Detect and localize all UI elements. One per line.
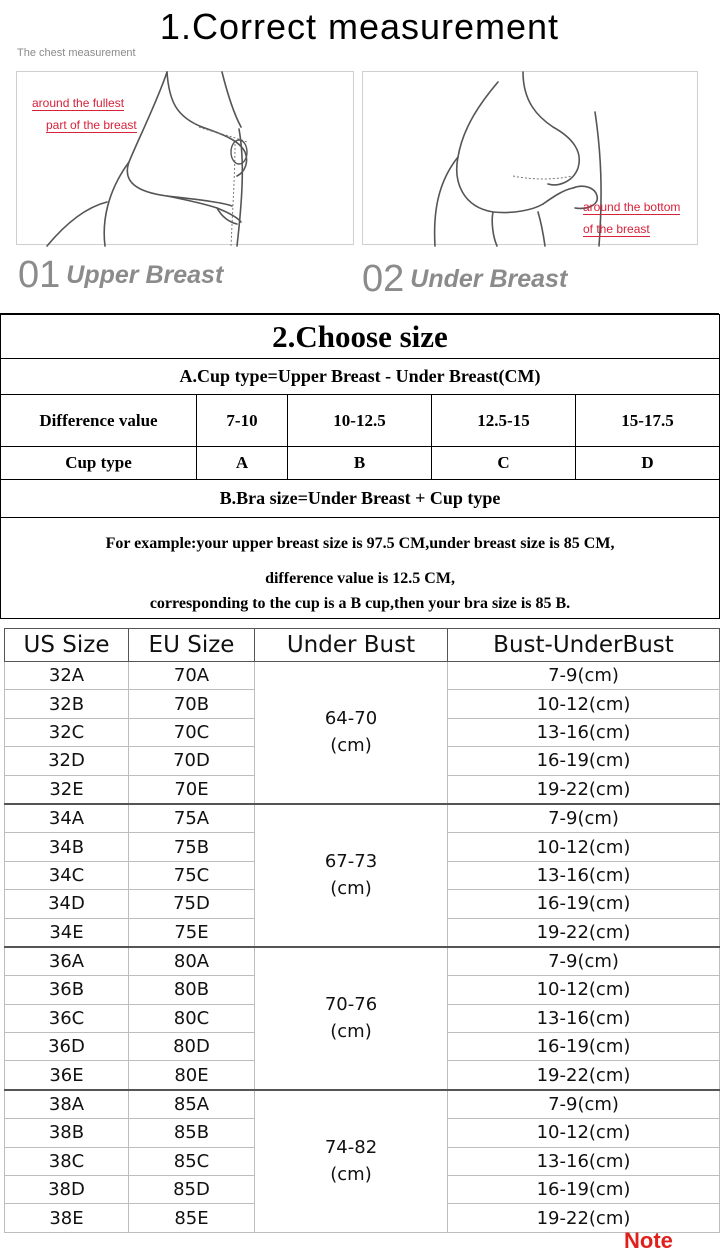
eu-size-cell: 70E [129, 775, 255, 804]
footer-note-mark [624, 1228, 694, 1253]
under-bust-cell [255, 947, 448, 1090]
us-size-cell: 38B [5, 1119, 129, 1147]
under-bust-range: 70-76 [324, 994, 378, 1016]
under-note-line2: of the breast [583, 222, 650, 236]
header-eu-size: EU Size [129, 629, 255, 662]
upper-breast-illustration [16, 71, 354, 245]
us-size-cell: 38C [5, 1147, 129, 1175]
us-size-cell: 32B [5, 690, 129, 718]
step-under-breast [362, 258, 567, 301]
choose-size-title: 2.Choose size [1, 315, 720, 359]
bust-difference-cell: 13-16(cm) [448, 1147, 720, 1175]
chest-measurement-caption: The chest measurement [17, 47, 136, 59]
us-size-cell: 36C [5, 1004, 129, 1032]
eu-size-cell: 85B [129, 1119, 255, 1147]
upper-note-line2: part of the breast [46, 118, 137, 132]
bust-difference-cell: 7-9(cm) [448, 1090, 720, 1119]
example-line: corresponding to the cup is a B cup,then your bra size is 85 B. [149, 595, 571, 612]
under-bust-cell [255, 804, 448, 947]
bust-difference-cell: 16-19(cm) [448, 890, 720, 918]
eu-size-cell: 75C [129, 861, 255, 889]
eu-size-cell: 75E [129, 918, 255, 947]
eu-size-cell: 70C [129, 718, 255, 746]
cup-type-value: A [197, 447, 288, 480]
us-size-cell: 34D [5, 890, 129, 918]
size-chart [4, 628, 719, 1233]
under-breast-note [583, 196, 680, 240]
us-size-cell: 34E [5, 918, 129, 947]
eu-size-cell: 75B [129, 833, 255, 861]
eu-size-cell: 70D [129, 747, 255, 775]
size-chart-header-row [5, 629, 720, 662]
under-bust-unit: (cm) [330, 878, 372, 900]
under-bust-cell [255, 1090, 448, 1232]
size-row [5, 947, 720, 976]
measurement-section [0, 0, 719, 314]
eu-size-cell: 80D [129, 1033, 255, 1061]
eu-size-cell: 85A [129, 1090, 255, 1119]
bust-difference-cell: 16-19(cm) [448, 1033, 720, 1061]
us-size-cell: 38E [5, 1204, 129, 1232]
cup-type-label: Cup type [1, 447, 197, 480]
step2-label: Under Breast [410, 265, 568, 293]
eu-size-cell: 75D [129, 890, 255, 918]
step1-label: Upper Breast [66, 261, 224, 289]
upper-breast-note [32, 92, 137, 136]
bust-difference-cell: 7-9(cm) [448, 804, 720, 833]
difference-value: 15-17.5 [576, 395, 720, 447]
bust-difference-cell: 19-22(cm) [448, 775, 720, 804]
step1-number: 01 [18, 254, 61, 296]
bust-difference-cell: 10-12(cm) [448, 690, 720, 718]
under-bust-range: 67-73 [324, 851, 378, 873]
example-line: For example:your upper breast size is 97.5 CM,under breast size is 85 CM, [105, 535, 615, 552]
bust-difference-cell: 16-19(cm) [448, 1176, 720, 1204]
us-size-cell: 34C [5, 861, 129, 889]
cup-size-table [0, 314, 720, 619]
us-size-cell: 38D [5, 1176, 129, 1204]
under-bust-unit: (cm) [330, 1164, 372, 1186]
under-bust-unit: (cm) [330, 1021, 372, 1043]
eu-size-cell: 80A [129, 947, 255, 976]
measurement-title: 1.Correct measurement [159, 6, 560, 47]
bust-difference-cell: 13-16(cm) [448, 861, 720, 889]
eu-size-cell: 85E [129, 1204, 255, 1232]
us-size-cell: 34B [5, 833, 129, 861]
difference-label: Difference value [1, 395, 197, 447]
choose-size-section [0, 314, 719, 619]
eu-size-cell: 70B [129, 690, 255, 718]
us-size-cell: 32D [5, 747, 129, 775]
bust-difference-cell: 19-22(cm) [448, 1204, 720, 1232]
eu-size-cell: 80E [129, 1061, 255, 1090]
bust-difference-cell: 13-16(cm) [448, 1004, 720, 1032]
bust-difference-cell: 10-12(cm) [448, 1119, 720, 1147]
us-size-cell: 32A [5, 662, 129, 690]
bust-difference-cell: 19-22(cm) [448, 1061, 720, 1090]
bust-difference-cell: 19-22(cm) [448, 918, 720, 947]
us-size-cell: 32E [5, 775, 129, 804]
eu-size-cell: 75A [129, 804, 255, 833]
eu-size-cell: 80B [129, 976, 255, 1004]
us-size-cell: 36A [5, 947, 129, 976]
size-chart-table [4, 628, 720, 1233]
us-size-cell: 34A [5, 804, 129, 833]
us-size-cell: 32C [5, 718, 129, 746]
eu-size-cell: 85C [129, 1147, 255, 1175]
step2-number: 02 [362, 258, 405, 300]
size-row [5, 662, 720, 690]
us-size-cell: 36E [5, 1061, 129, 1090]
cup-type-value: B [288, 447, 432, 480]
difference-value: 7-10 [197, 395, 288, 447]
eu-size-cell: 80C [129, 1004, 255, 1032]
bust-difference-cell: 13-16(cm) [448, 718, 720, 746]
cup-type-value: C [432, 447, 576, 480]
cup-type-value: D [576, 447, 720, 480]
difference-value: 10-12.5 [288, 395, 432, 447]
bust-difference-cell: 10-12(cm) [448, 833, 720, 861]
bust-difference-cell: 7-9(cm) [448, 662, 720, 690]
size-row [5, 1090, 720, 1119]
difference-row [1, 395, 720, 447]
bust-difference-cell: 10-12(cm) [448, 976, 720, 1004]
step-upper-breast [18, 254, 223, 297]
example-line: difference value is 12.5 CM, [265, 570, 455, 587]
eu-size-cell: 70A [129, 662, 255, 690]
under-bust-range: 74-82 [324, 1137, 378, 1159]
bust-difference-cell: 7-9(cm) [448, 947, 720, 976]
cup-type-row [1, 447, 720, 480]
us-size-cell: 36B [5, 976, 129, 1004]
upper-note-line1: around the fullest [32, 96, 125, 110]
footer-note-text: Note [624, 1228, 673, 1253]
under-bust-cell [255, 662, 448, 804]
under-note-line1: around the bottom [583, 200, 681, 214]
cup-type-formula: A.Cup type=Upper Breast - Under Breast(CM) [1, 359, 720, 395]
example-text [1, 518, 720, 619]
header-bust-underbust: Bust-UnderBust [448, 629, 720, 662]
size-chart-body [5, 662, 720, 1233]
under-bust-unit: (cm) [330, 735, 372, 757]
bust-difference-cell: 16-19(cm) [448, 747, 720, 775]
size-row [5, 804, 720, 833]
bra-size-formula: B.Bra size=Under Breast + Cup type [1, 480, 720, 518]
header-us-size: US Size [5, 629, 129, 662]
under-bust-range: 64-70 [324, 708, 378, 730]
us-size-cell: 38A [5, 1090, 129, 1119]
header-under-bust: Under Bust [255, 629, 448, 662]
difference-value: 12.5-15 [432, 395, 576, 447]
us-size-cell: 36D [5, 1033, 129, 1061]
eu-size-cell: 85D [129, 1176, 255, 1204]
under-breast-illustration [362, 71, 698, 245]
